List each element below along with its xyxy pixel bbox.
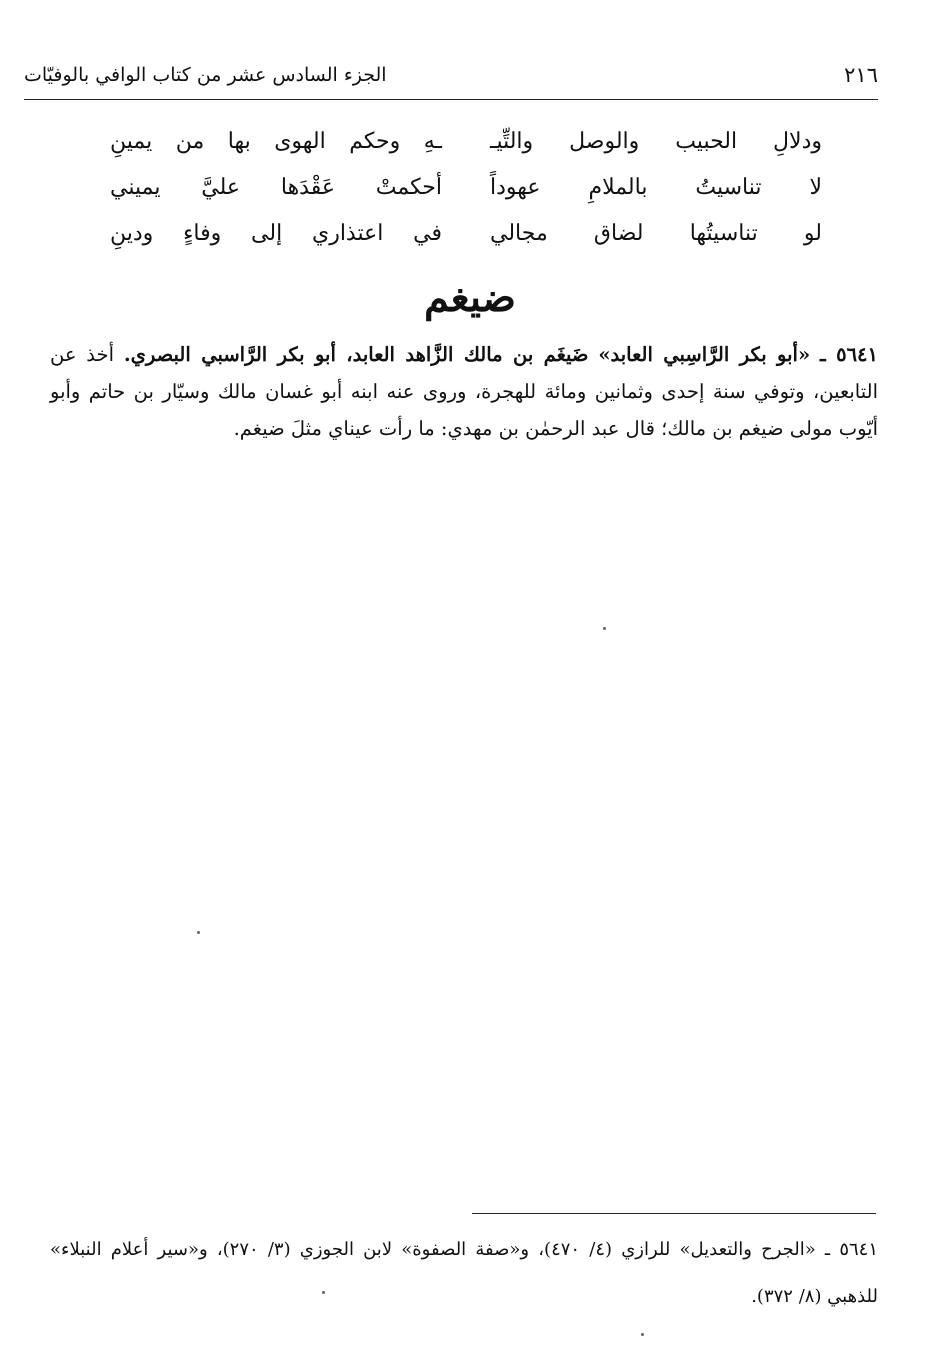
poem xyxy=(110,118,822,256)
footnote: ٥٦٤١ ـ «الجرح والتعديل» للرازي (٤/ ٤٧٠)، و«صفة الصفوة» لابن الجوزي (٣/ ٢٧٠)، و«سير أعلام النبلاء» للذهبي (٨/ ٣٧٢). xyxy=(50,1239,879,1307)
scan-speck xyxy=(641,1333,644,1336)
scan-speck xyxy=(322,1291,325,1294)
biography-entry xyxy=(50,336,878,447)
verse-second-hemistich: ـهِ وحكم الهوى بها من يمينِ xyxy=(110,128,442,154)
scan-speck xyxy=(197,931,200,934)
verse-first-hemistich: لا تناسيتُ بالملامِ عهوداً xyxy=(490,174,822,200)
verse-second-hemistich: أحكمتْ عَقْدَها عليَّ يميني xyxy=(110,174,442,200)
verse xyxy=(110,118,822,164)
entry-source-title: «أبو بكر الرَّاسِبي العابد» xyxy=(598,343,811,366)
verse-second-hemistich: في اعتذاري إلى وفاءٍ ودينِ xyxy=(110,220,442,246)
verse xyxy=(110,210,822,256)
entry-number: ٥٦٤١ ـ xyxy=(819,343,879,366)
footnote-rule xyxy=(472,1213,876,1214)
verse xyxy=(110,164,822,210)
verse-first-hemistich: لو تناسيتُها لضاق مجالي xyxy=(490,220,822,246)
entry-name: ضَيغَم بن مالك الزَّاهد العابد، أبو بكر الرَّاسبي البصري. xyxy=(123,343,589,366)
running-header xyxy=(24,58,878,92)
entry-body: أخذ عن التابعين، وتوفي سنة إحدى وثمانين ومائة للهجرة، وروى عنه ابنه أبو غسان مالك وسيّار بن حاتم وأبو أيّوب مولى ضيغم بن مالك؛ قال عبد الرحمٰن بن مهدي: ما رأت عيناي مثلَ ضيغم. xyxy=(50,343,878,440)
running-title: الجزء السادس عشر من كتاب الوافي بالوفيّات xyxy=(24,64,387,86)
scan-speck xyxy=(603,627,606,630)
verse-first-hemistich: ودلالِ الحبيب والوصل والتِّيـ xyxy=(490,128,822,154)
page-number: ٢١٦ xyxy=(844,63,878,87)
header-rule xyxy=(24,99,878,100)
section-title: ضيغم xyxy=(424,274,516,321)
